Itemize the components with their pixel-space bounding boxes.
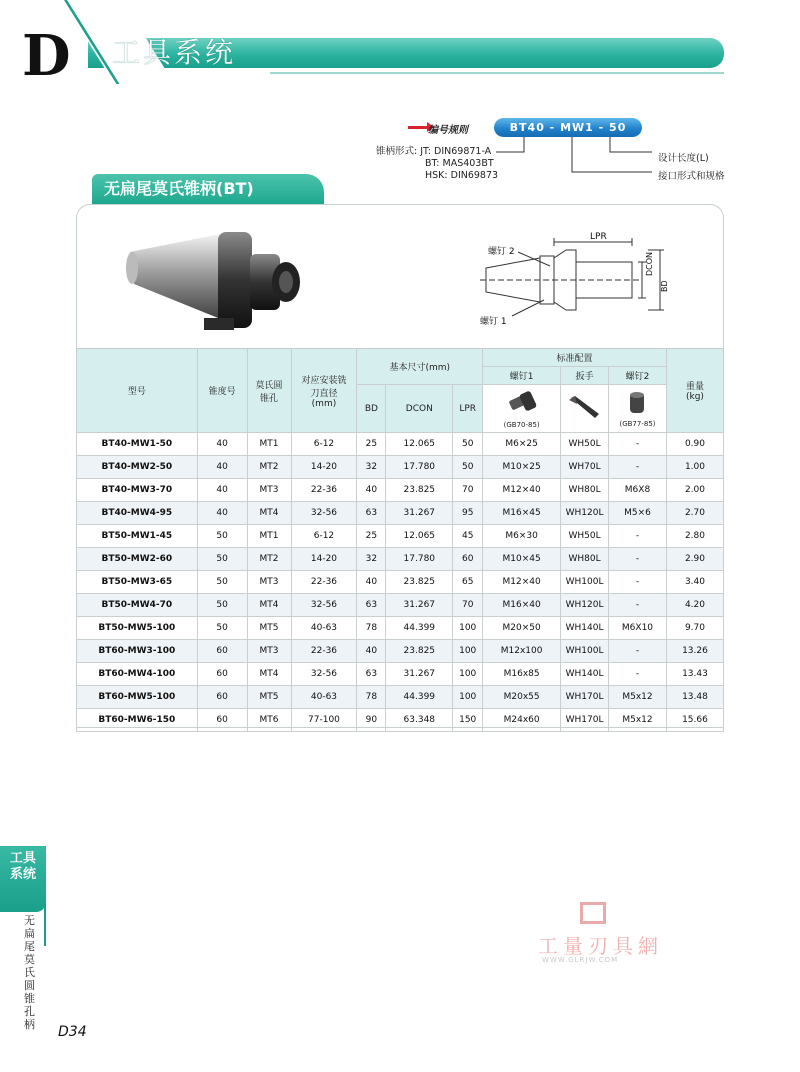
sidebar-subtitle: 无扁尾莫氏圆锥孔柄 [24, 914, 35, 1031]
table-cell: WH120L [561, 502, 609, 525]
table-cell: M5x12 [609, 686, 667, 709]
table-cell: MT4 [247, 502, 291, 525]
table-cell: M6X10 [609, 617, 667, 640]
table-cell: 31.267 [386, 502, 453, 525]
sidebar-tab [0, 846, 46, 912]
table-cell: 25 [357, 433, 386, 456]
table-row [77, 663, 724, 686]
table-row [77, 548, 724, 571]
table-cell: 2.70 [666, 502, 723, 525]
table-cell: 2.00 [666, 479, 723, 502]
table-cell: 50 [197, 525, 247, 548]
table-cell: 60 [197, 640, 247, 663]
table-cell: WH170L [561, 686, 609, 709]
table-cell: 40 [197, 456, 247, 479]
table-cell: MT6 [247, 709, 291, 732]
shank-forms [376, 146, 498, 182]
spec-table-body [77, 433, 724, 732]
tool-holder-photo [120, 222, 306, 340]
table-cell: 78 [357, 617, 386, 640]
set-screw-icon [622, 389, 652, 417]
table-row [77, 525, 724, 548]
code-example: BT40 - MW1 - 50 [494, 118, 642, 137]
table-cell: WH80L [561, 548, 609, 571]
table-cell: M6X8 [609, 479, 667, 502]
table-cell: WH50L [561, 525, 609, 548]
coding-rule-label: 编号规则 [428, 125, 468, 136]
table-cell: 32 [357, 548, 386, 571]
model-cell: BT50-MW4-70 [77, 594, 198, 617]
table-cell: 50 [197, 617, 247, 640]
table-cell: - [609, 663, 667, 686]
screw1-image-cell [483, 385, 561, 433]
table-cell: 90 [357, 709, 386, 732]
col-bd: BD [357, 385, 386, 433]
length-label: 设计长度(L) [658, 153, 709, 164]
table-cell: MT3 [247, 640, 291, 663]
table-cell: 50 [197, 571, 247, 594]
table-cell: 50 [197, 548, 247, 571]
table-cell: 32-56 [291, 663, 357, 686]
table-cell: 100 [453, 617, 483, 640]
label-lpr: LPR [590, 232, 607, 242]
table-cell: 12.065 [386, 433, 453, 456]
table-cell: M6×25 [483, 433, 561, 456]
col-standard: 标准配置 [483, 349, 667, 367]
table-cell: 77-100 [291, 709, 357, 732]
table-cell: WH50L [561, 433, 609, 456]
table-cell: 6-12 [291, 433, 357, 456]
table-cell: 13.26 [666, 640, 723, 663]
table-cell: 6-12 [291, 525, 357, 548]
table-cell: M6×30 [483, 525, 561, 548]
table-cell: WH100L [561, 640, 609, 663]
table-cell: 40 [197, 479, 247, 502]
section-title: 无扁尾莫氏锥柄(BT) [92, 174, 324, 204]
watermark-name: 工量刃具網 [538, 934, 663, 958]
table-cell: 22-36 [291, 479, 357, 502]
col-wrench: 扳手 [561, 367, 609, 385]
label-bd: BD [660, 280, 669, 292]
table-cell: 23.825 [386, 571, 453, 594]
table-cell: 100 [453, 640, 483, 663]
table-cell: M10×45 [483, 548, 561, 571]
table-cell: - [609, 548, 667, 571]
table-cell: 13.43 [666, 663, 723, 686]
table-cell: 25 [357, 525, 386, 548]
table-cell: WH140L [561, 617, 609, 640]
table-cell: 4.20 [666, 594, 723, 617]
col-screw1: 螺钉1 [483, 367, 561, 385]
col-cutter: 对应安装铣刀直径(mm) [291, 349, 357, 433]
model-cell: BT60-MW3-100 [77, 640, 198, 663]
table-cell: MT4 [247, 594, 291, 617]
table-cell: 45 [453, 525, 483, 548]
table-cell: 60 [453, 548, 483, 571]
table-cell: M12x100 [483, 640, 561, 663]
col-lpr: LPR [453, 385, 483, 433]
table-cell: MT5 [247, 686, 291, 709]
col-screw2: 螺钉2 [609, 367, 667, 385]
screw1-standard: (GB70-85) [503, 421, 540, 429]
table-cell: WH100L [561, 571, 609, 594]
table-cell: 31.267 [386, 663, 453, 686]
table-row [77, 433, 724, 456]
table-row [77, 640, 724, 663]
table-cell: MT3 [247, 479, 291, 502]
table-cell: 100 [453, 663, 483, 686]
table-cell: - [609, 594, 667, 617]
table-cell: 23.825 [386, 479, 453, 502]
header-underline [270, 72, 724, 74]
table-cell: 50 [197, 594, 247, 617]
table-cell: MT2 [247, 548, 291, 571]
table-row [77, 479, 724, 502]
table-cell: WH140L [561, 663, 609, 686]
table-cell: 40 [197, 433, 247, 456]
label-screw-2: 螺钉 2 [488, 247, 515, 257]
chapter-letter: D [22, 23, 71, 89]
table-cell: 50 [453, 433, 483, 456]
table-cell: 22-36 [291, 640, 357, 663]
table-cell: M12×40 [483, 479, 561, 502]
table-cell: 17.780 [386, 548, 453, 571]
table-cell: 12.065 [386, 525, 453, 548]
table-cell: 17.780 [386, 456, 453, 479]
interface-label: 接口形式和规格 [658, 171, 725, 182]
label-screw-1: 螺钉 1 [480, 317, 507, 327]
table-cell: 40-63 [291, 617, 357, 640]
table-cell: 22-36 [291, 571, 357, 594]
table-cell: 60 [197, 663, 247, 686]
model-cell: BT50-MW3-65 [77, 571, 198, 594]
table-cell: 63.348 [386, 709, 453, 732]
table-cell: 44.399 [386, 686, 453, 709]
table-cell: 150 [453, 709, 483, 732]
watermark-logo-icon [580, 902, 606, 924]
table-cell: 63 [357, 594, 386, 617]
shank-form: BT: MAS403BT [425, 158, 494, 169]
arrow-icon [408, 126, 428, 129]
model-cell: BT60-MW6-150 [77, 709, 198, 732]
table-row [77, 709, 724, 732]
sidebar-tab-label: 工具系统 [9, 851, 36, 882]
model-cell: BT40-MW2-50 [77, 456, 198, 479]
hex-key-icon [565, 390, 605, 424]
table-cell: 3.40 [666, 571, 723, 594]
page-number: D34 [58, 1024, 87, 1040]
table-cell: M16x85 [483, 663, 561, 686]
table-cell: 2.80 [666, 525, 723, 548]
table-row [77, 617, 724, 640]
model-cell: BT50-MW5-100 [77, 617, 198, 640]
table-cell: M16×45 [483, 502, 561, 525]
table-cell: WH170L [561, 709, 609, 732]
table-cell: - [609, 571, 667, 594]
table-cell: MT5 [247, 617, 291, 640]
table-cell: MT2 [247, 456, 291, 479]
model-cell: BT40-MW4-95 [77, 502, 198, 525]
table-cell: 40-63 [291, 686, 357, 709]
table-cell: 63 [357, 502, 386, 525]
table-cell: 44.399 [386, 617, 453, 640]
table-cell: 14-20 [291, 548, 357, 571]
table-cell: MT1 [247, 525, 291, 548]
table-cell: 40 [357, 479, 386, 502]
table-cell: 40 [357, 640, 386, 663]
table-cell: 65 [453, 571, 483, 594]
table-cell: - [609, 640, 667, 663]
shank-form: JT: DIN69871-A [420, 146, 492, 157]
model-cell: BT60-MW4-100 [77, 663, 198, 686]
table-row [77, 594, 724, 617]
model-cell: BT60-MW5-100 [77, 686, 198, 709]
table-cell: 70 [453, 479, 483, 502]
watermark-url: WWW.GLRJW.COM [542, 956, 619, 964]
table-row [77, 502, 724, 525]
table-cell: - [609, 456, 667, 479]
table-cell: M12×40 [483, 571, 561, 594]
table-cell: 63 [357, 663, 386, 686]
table-cell: M5×6 [609, 502, 667, 525]
spec-table [76, 348, 724, 732]
table-cell: 23.825 [386, 640, 453, 663]
table-cell: M16×40 [483, 594, 561, 617]
table-cell: 32 [357, 456, 386, 479]
table-cell: 0.90 [666, 433, 723, 456]
table-cell: M20x55 [483, 686, 561, 709]
model-cell: BT50-MW2-60 [77, 548, 198, 571]
table-cell: M20×50 [483, 617, 561, 640]
table-cell: 32-56 [291, 502, 357, 525]
table-cell: MT1 [247, 433, 291, 456]
col-dcon: DCON [386, 385, 453, 433]
table-cell: 100 [453, 686, 483, 709]
shank-label: 锥柄形式: [376, 146, 418, 157]
table-cell: WH80L [561, 479, 609, 502]
table-cell: 78 [357, 686, 386, 709]
table-row [77, 686, 724, 709]
wrench-image-cell [561, 385, 609, 433]
col-weight: 重量(kg) [666, 349, 723, 433]
col-basic: 基本尺寸(mm) [357, 349, 483, 385]
table-cell: - [609, 433, 667, 456]
model-cell: BT40-MW1-50 [77, 433, 198, 456]
table-cell: 40 [357, 571, 386, 594]
table-cell: 9.70 [666, 617, 723, 640]
table-cell: 32-56 [291, 594, 357, 617]
table-cell: 60 [197, 709, 247, 732]
table-cell: 13.48 [666, 686, 723, 709]
model-cell: BT50-MW1-45 [77, 525, 198, 548]
table-row [77, 456, 724, 479]
table-cell: 50 [453, 456, 483, 479]
table-cell: M10×25 [483, 456, 561, 479]
table-row [77, 571, 724, 594]
table-cell: 31.267 [386, 594, 453, 617]
col-model: 型号 [77, 349, 198, 433]
table-cell: M24x60 [483, 709, 561, 732]
table-cell: 15.66 [666, 709, 723, 732]
table-cell: 70 [453, 594, 483, 617]
label-dcon: DCON [645, 251, 654, 276]
screw2-standard: (GB77-85) [619, 420, 656, 428]
chapter-title: 工具系统 [112, 36, 237, 69]
table-cell: MT3 [247, 571, 291, 594]
table-cell: MT4 [247, 663, 291, 686]
screw2-image-cell [609, 385, 667, 433]
table-cell: - [609, 525, 667, 548]
table-cell: 2.90 [666, 548, 723, 571]
table-cell: 14-20 [291, 456, 357, 479]
table-cell: 60 [197, 686, 247, 709]
table-cell: WH120L [561, 594, 609, 617]
table-cell: 95 [453, 502, 483, 525]
col-taper: 锥度号 [197, 349, 247, 433]
table-cell: WH70L [561, 456, 609, 479]
shank-form: HSK: DIN69873 [425, 170, 499, 181]
col-morse: 莫氏圆锥孔 [247, 349, 291, 433]
table-cell: 40 [197, 502, 247, 525]
model-cell: BT40-MW3-70 [77, 479, 198, 502]
table-cell: 1.00 [666, 456, 723, 479]
socket-head-screw-icon [504, 388, 540, 418]
table-cell: M5x12 [609, 709, 667, 732]
